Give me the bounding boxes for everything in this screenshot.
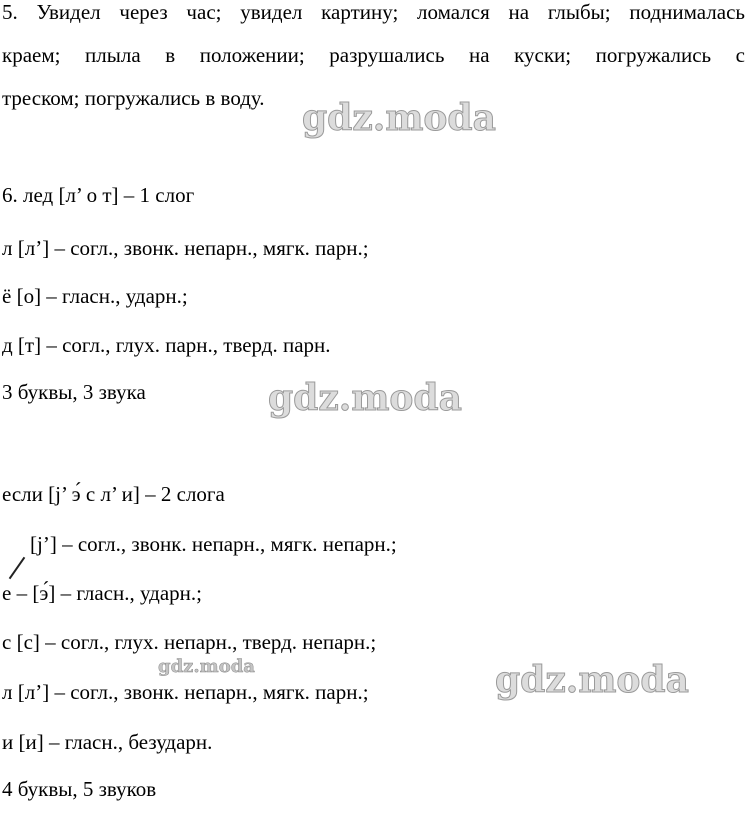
word2-heading: если [j’ э́ с л’ и] – 2 слога [2, 482, 225, 506]
watermark-small: gdz.moda [158, 656, 255, 677]
section5-line1: 5. Увидел через час; увидел картину; ломался на глыбы; поднималась [2, 0, 745, 24]
word2-row-2: е – [э́] – гласн., ударн.; [2, 581, 202, 605]
word1-row-1: л [л’] – согл., звонк. непарн., мягк. парн.; [2, 236, 369, 260]
section5-line2: краем; плыла в положении; разрушались на куски; погружались с [2, 43, 745, 67]
word2-row-4: л [л’] – согл., звонк. непарн., мягк. парн.; [2, 680, 369, 704]
word1-row-2: ё [о] – гласн., ударн.; [2, 284, 188, 308]
word2-summary: 4 буквы, 5 звуков [2, 777, 157, 801]
word1-summary: 3 буквы, 3 звука [2, 380, 146, 404]
section5-line3: треском; погружались в воду. [2, 86, 265, 110]
word1-heading: 6. лед [л’ о т] – 1 слог [2, 183, 195, 207]
watermark-1: gdz.moda [302, 97, 496, 139]
word2-row-3: с [с] – согл., глух. непарн., тверд. непарн.; [2, 630, 377, 654]
word1-row-3: д [т] – согл., глух. парн., тверд. парн. [2, 333, 331, 357]
watermark-2: gdz.moda [268, 377, 462, 419]
word2-row-5: и [и] – гласн., безударн. [2, 730, 213, 754]
word2-row-1: [j’] – согл., звонк. непарн., мягк. непарн.; [30, 532, 397, 556]
watermark-3: gdz.moda [495, 659, 689, 701]
handwritten-stroke [9, 557, 26, 579]
